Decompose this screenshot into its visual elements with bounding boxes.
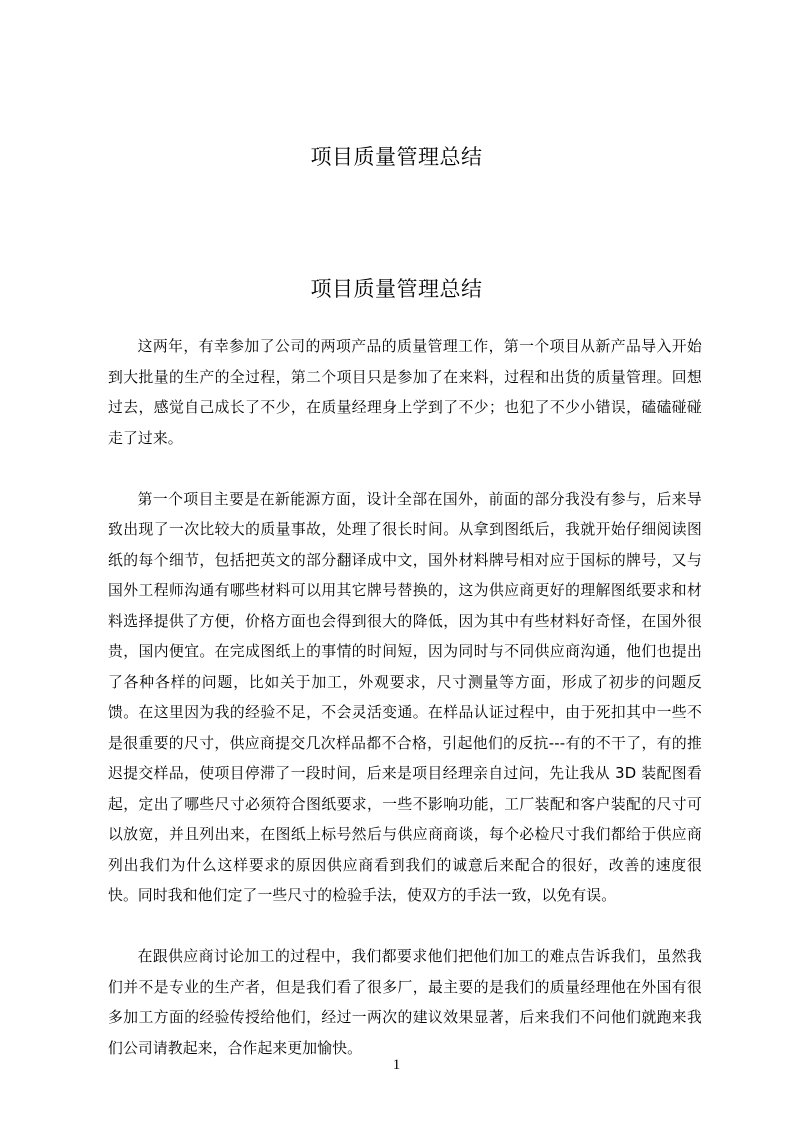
paragraph-2: 第一个项目主要是在新能源方面，设计全部在国外，前面的部分我没有参与，后来导致出现了一次比较大的质量事故，处理了很长时间。从拿到图纸后，我就开始仔细阅读图纸的每个细节，包括把英文的部分翻译成中文，国外材料牌号相对应于国标的牌号，又与国外工程师沟通有哪些材料可以用其它牌号替换的，这为供应商更好的理解图纸要求和材料选择提供了方便，价格方面也会得到很大的降低，因为其中有些材料好奇怪，在国外很贵，国内便宜。在完成图纸上的事情的时间短，因为同时与不同供应商沟通，他们也提出了各种各样的问题，比如关于加工，外观要求，尺寸测量等方面，形成了初步的问题反馈。在这里因为我的经验不足，不会灵活变通。在样品认证过程中，由于死扣其中一些不是很重要的尺寸，供应商提交几次样品都不合格，引起他们的反抗---有的不干了，有的推迟提交样品，使项目停滞了一段时间，后来是项目经理亲自过问，先让我从 3D 装配图看起，定出了哪些尺寸必须符合图纸要求，一些不影响功能，工厂装配和客户装配的尺寸可以放宽，并且列出来，在图纸上标号然后与供应商商谈，每个必检尺寸我们都给于供应商列出我们为什么这样要求的原因供应商看到我们的诚意后来配合的很好，改善的速度很快。同时我和他们定了一些尺寸的检验手法，使双方的手法一致，以免有误。: [108, 490, 702, 904]
page-number: 1: [392, 1057, 401, 1073]
document-title: 项目质量管理总结: [310, 277, 483, 301]
document-body: [108, 332, 702, 1095]
header-title: 项目质量管理总结: [310, 145, 483, 169]
paragraph-1: 这两年，有幸参加了公司的两项产品的质量管理工作，第一个项目从新产品导入开始到大批量的生产的全过程，第二个项目只是参加了在来料，过程和出货的质量管理。回想过去，感觉自己成长了不少，在质量经理身上学到了不少；也犯了不少小错误，磕磕碰碰走了过来。: [108, 338, 702, 447]
paragraph-3: 在跟供应商讨论加工的过程中，我们都要求他们把他们加工的难点告诉我们，虽然我们并不是专业的生产者，但是我们看了很多厂，最主要的是我们的质量经理他在外国有很多加工方面的经验传授给他们，经过一两次的建议效果显著，后来我们不问他们就跑来我们公司请教起来，合作起来更加愉快。: [108, 948, 702, 1057]
